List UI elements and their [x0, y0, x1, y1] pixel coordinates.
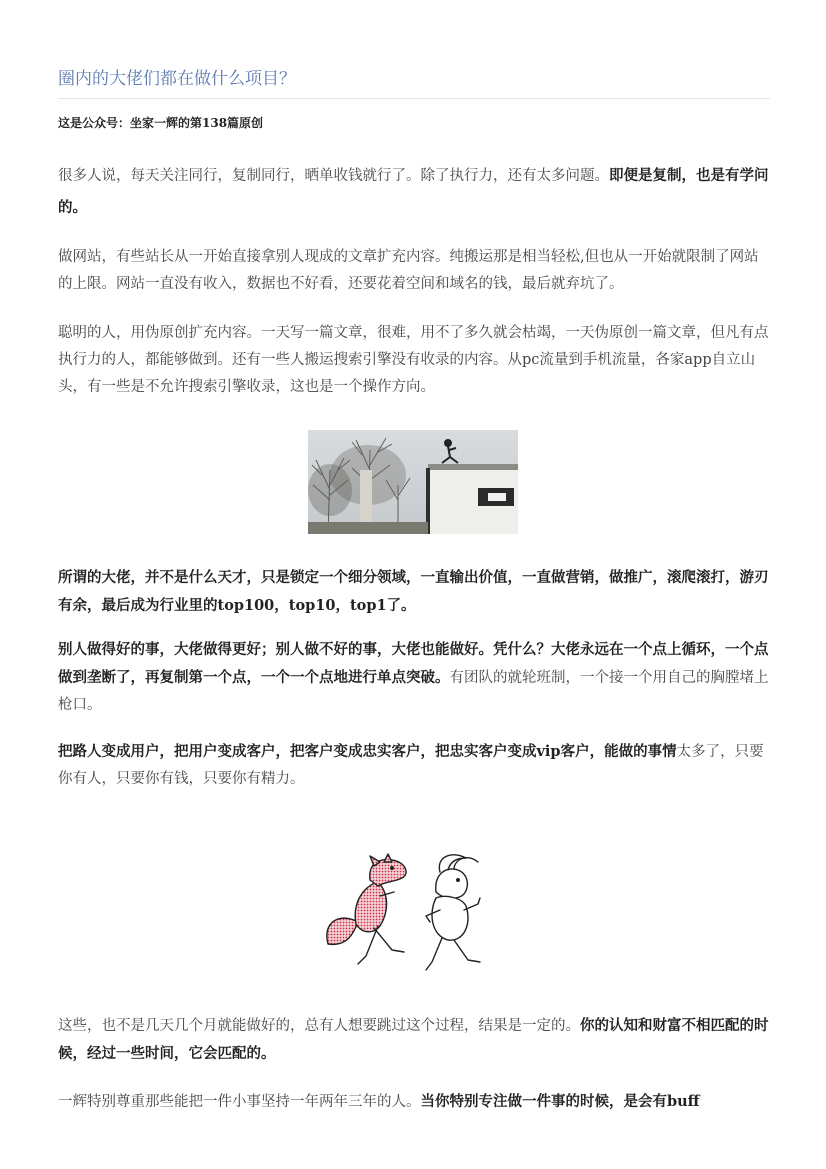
- paragraph-8-bold: 当你特别专注做一件事的时候，是会有buff: [420, 1093, 700, 1110]
- paragraph-7-text: 这些，也不是几天几个月就能做好的，总有人想要跳过这个过程，结果是一定的。: [58, 1018, 580, 1034]
- paragraph-5: [58, 636, 770, 719]
- paragraph-5-text: 有团队的就轮班制，一个接一个用自己的胸膛堵上枪口。: [58, 670, 769, 713]
- paragraph-6-bold: 把路人变成用户，把用户变成客户，把客户变成忠实客户，把忠实客户变成vip客户，能做的事情: [58, 743, 677, 760]
- article-title: 圈内的大佬们都在做什么项目？: [58, 69, 296, 89]
- paragraph-7-bold: 你的认知和财富不相匹配的时候，经过一些时间，它会匹配的。: [58, 1017, 769, 1062]
- paragraph-1-text: 很多人说，每天关注同行，复制同行，晒单收钱就行了。除了执行力，还有太多问题。: [58, 168, 609, 184]
- paragraph-4-bold: 所谓的大佬，并不是什么天才，只是锁定一个细分领域，一直输出价值，一直做营销，做推广，滚爬滚打，游刃有余，最后成为行业里的top100，top10，top1了。: [58, 569, 769, 614]
- paragraph-5-bold: 别人做得好的事，大佬做得更好；别人做不好的事，大佬也能做好。凭什么？大佬永远在一个点上循环，一个点做到垄断了，再复制第一个点，一个一个点地进行单点突破。: [58, 641, 769, 686]
- paragraph-3: 聪明的人，用伪原创扩充内容。一天写一篇文章，很难，用不了多久就会枯竭，一天伪原创一篇文章，但凡有点执行力的人，都能够做到。还有一些人搬运搜索引擎没有收录的内容。从pc流量到手机流量，各家app自立山头，有一些是不允许搜索引擎收录，这也是一个操作方向。: [58, 325, 769, 395]
- paragraph-1: [58, 160, 770, 224]
- paragraph-7: [58, 1012, 770, 1068]
- article-subtitle: 这是公众号：坐家一辉的第138篇原创: [58, 116, 264, 130]
- paragraph-8-text: 一辉特别尊重那些能把一件小事坚持一年两年三年的人。: [58, 1094, 421, 1110]
- paragraph-4: [58, 564, 770, 620]
- paragraph-6: [58, 738, 770, 793]
- paragraph-2: 做网站，有些站长从一开始直接拿别人现成的文章扩充内容。纯搬运那是相当轻松,但也从一开始就限制了网站的上限。网站一直没有收入，数据也不好看，还要花着空间和域名的钱，最后就弃坑了。: [58, 249, 759, 292]
- paragraph-6-text: 太多了，只要你有人，只要你有钱，只要你有精力。: [58, 744, 764, 787]
- cartoon-fox-goat-image: [318, 852, 500, 976]
- title-divider: [58, 98, 770, 99]
- paragraph-8: [58, 1088, 770, 1116]
- photo-building-jump: [308, 430, 518, 534]
- paragraph-1-bold: 即便是复制，也是有学问的。: [58, 167, 769, 216]
